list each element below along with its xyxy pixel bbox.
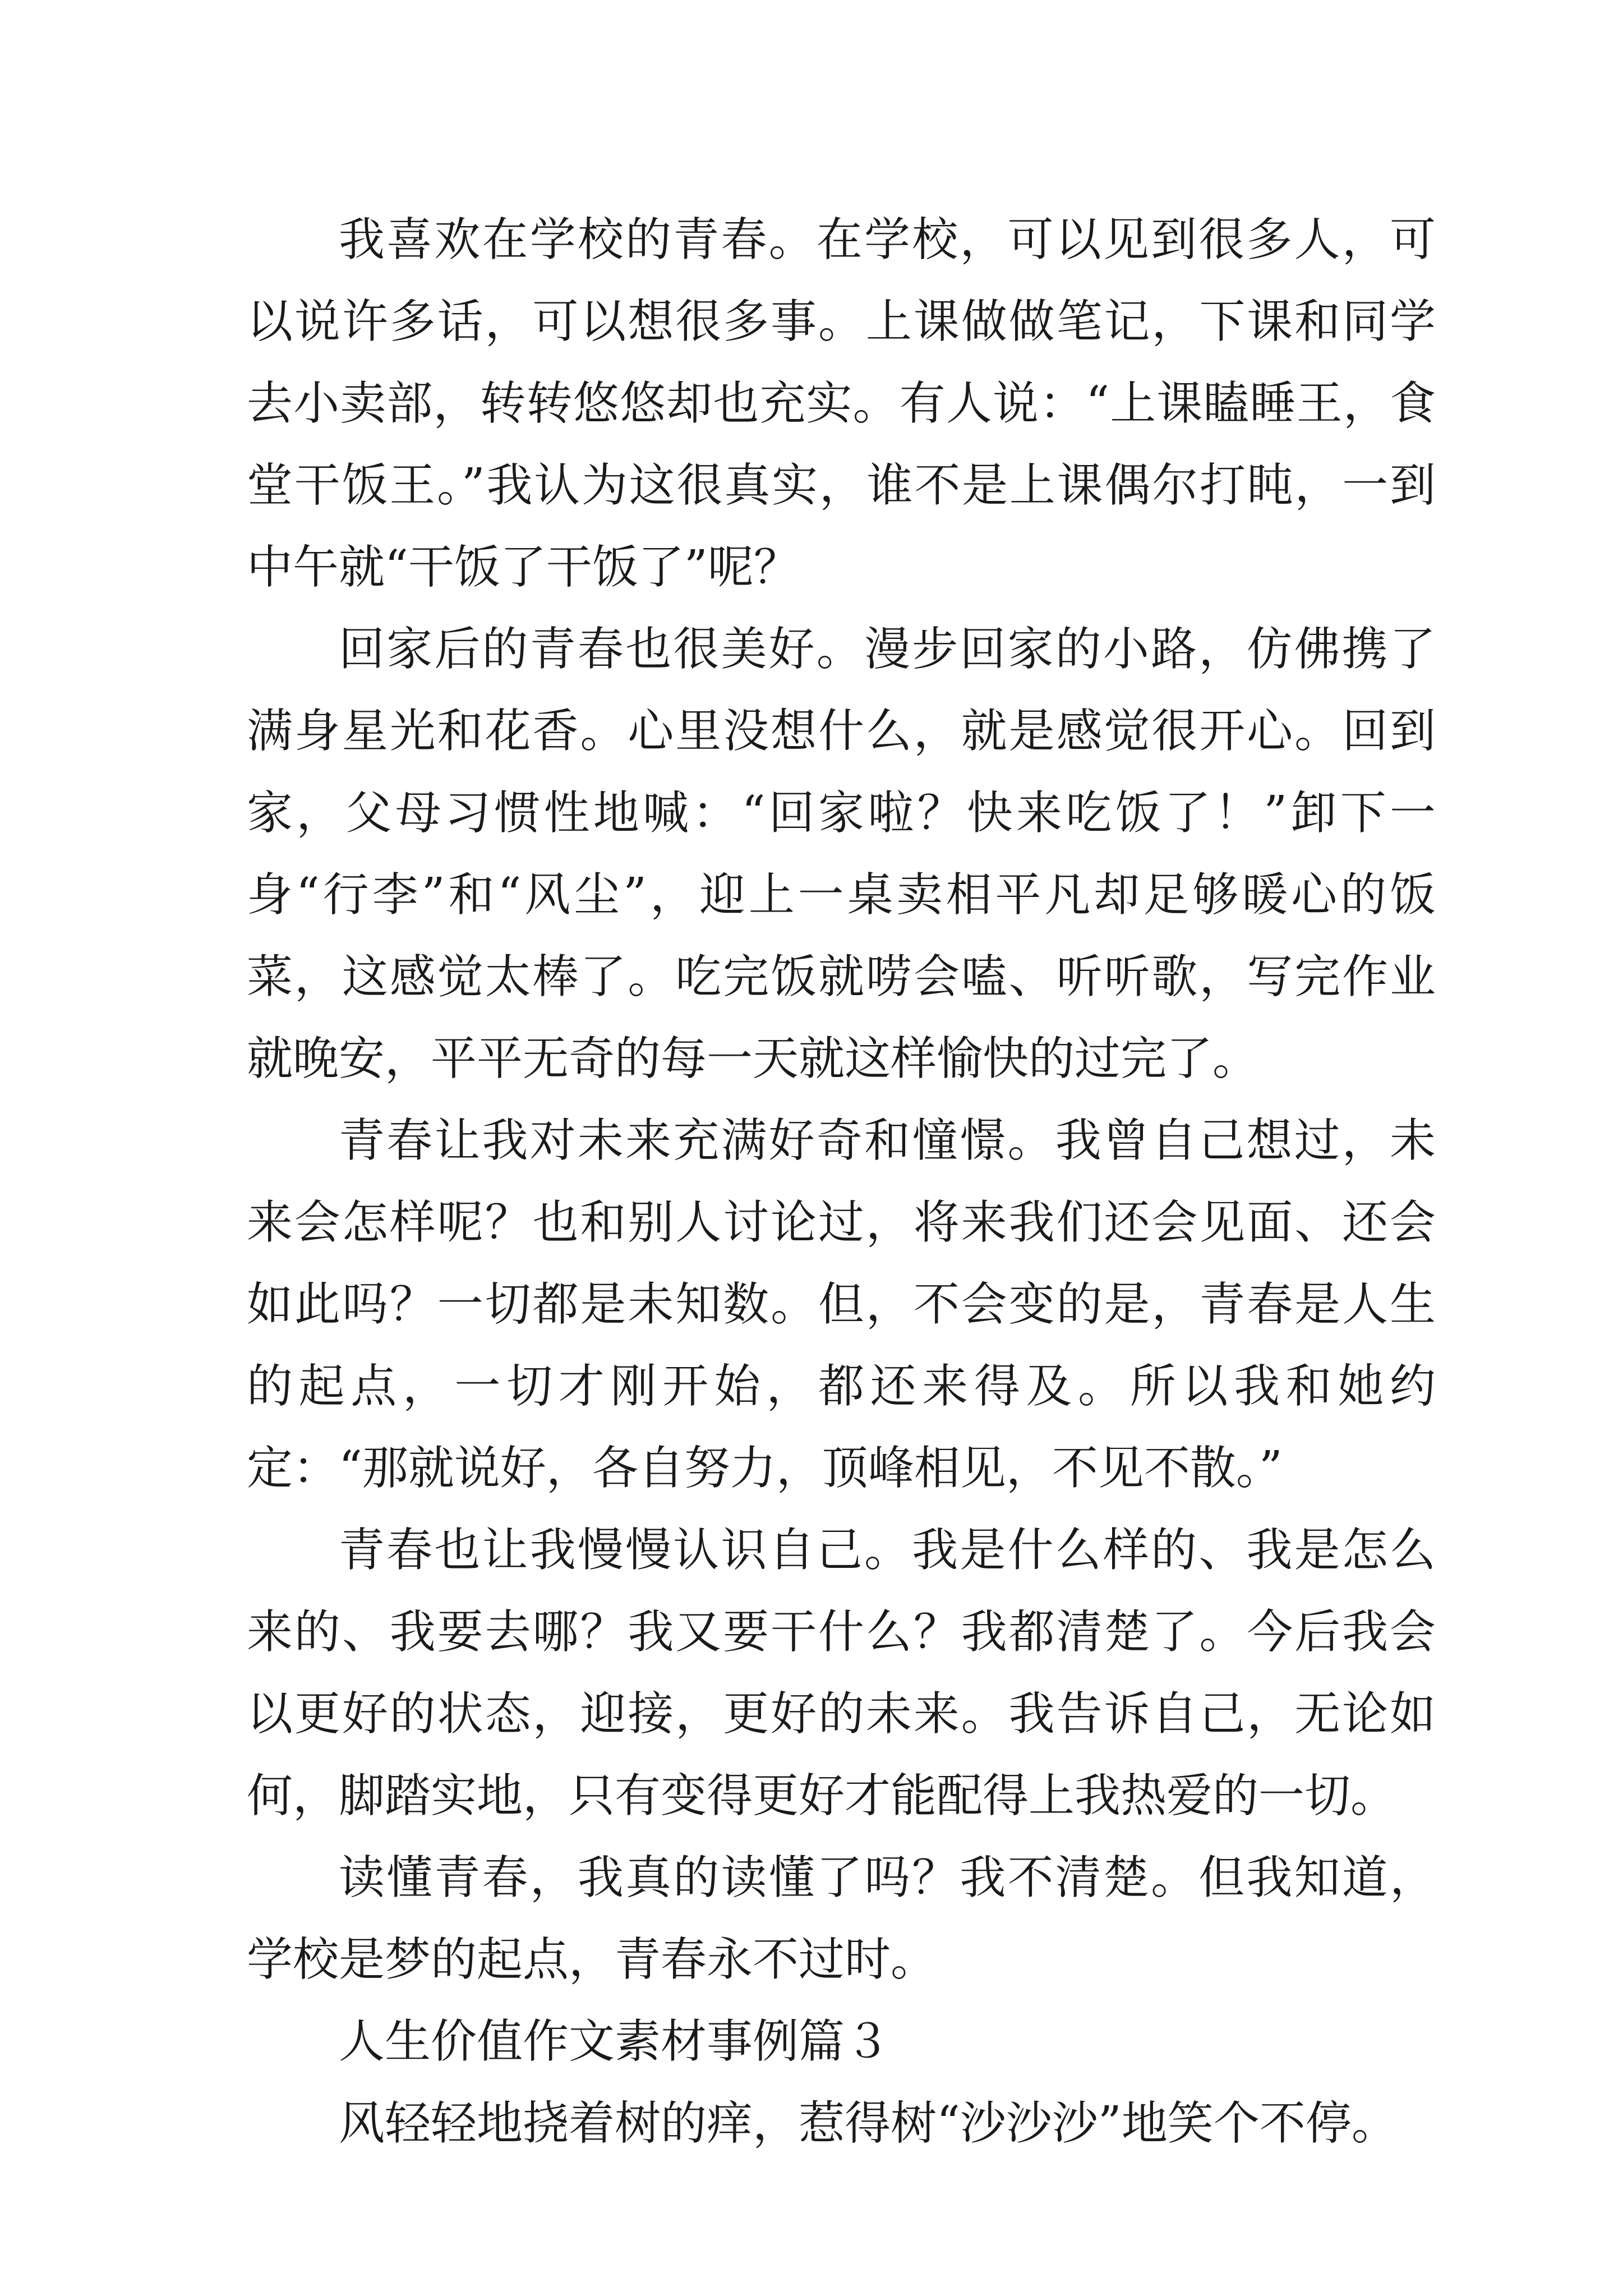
paragraph-understanding-youth: 读懂青春，我真的读懂了吗？我不清楚。但我知道，学校是梦的起点，青春永不过时。 [247, 1851, 1436, 1986]
paragraph-school-youth: 我喜欢在学校的青春。在学校，可以见到很多人，可以说许多话，可以想很多事。上课做做笔记，下课和同学去小卖部，转转悠悠却也充实。有人说：“上课瞌睡王，食堂干饭王。”我认为这很真实，谁不是上课偶尔打盹，一到中午就“干饭了干饭了”呢？ [247, 213, 1436, 594]
paragraph-home-youth: 回家后的青春也很美好。漫步回家的小路，仿佛携了满身星光和花香。心里没想什么，就是感觉很开心。回到家，父母习惯性地喊：“回家啦？快来吃饭了！”卸下一身“行李”和“风尘”，迎上一桌卖相平凡却足够暖心的饭菜，这感觉太棒了。吃完饭就唠会嗑、听听歌，写完作业就晚安，平平无奇的每一天就这样愉快的过完了。 [247, 623, 1436, 1085]
paragraph-future: 青春让我对未来充满好奇和憧憬。我曾自己想过，未来会怎样呢？也和别人讨论过，将来我们还会见面、还会如此吗？一切都是未知数。但，不会变的是，青春是人生的起点，一切才刚开始，都还来得及。所以我和她约定：“那就说好，各自努力，顶峰相见，不见不散。” [247, 1114, 1436, 1495]
paragraph-wind-tree: 风轻轻地挠着树的痒，惹得树“沙沙沙”地笑个不停。 [339, 2097, 1398, 2150]
paragraph-self-knowledge: 青春也让我慢慢认识自己。我是什么样的、我是怎么来的、我要去哪？我又要干什么？我都清楚了。今后我会以更好的状态，迎接，更好的未来。我告诉自己，无论如何，脚踏实地，只有变得更好才能配得上我热爱的一切。 [247, 1524, 1436, 1823]
document-body [247, 199, 1436, 2165]
section-heading: 人生价值作文素材事例篇３ [339, 2015, 891, 2068]
